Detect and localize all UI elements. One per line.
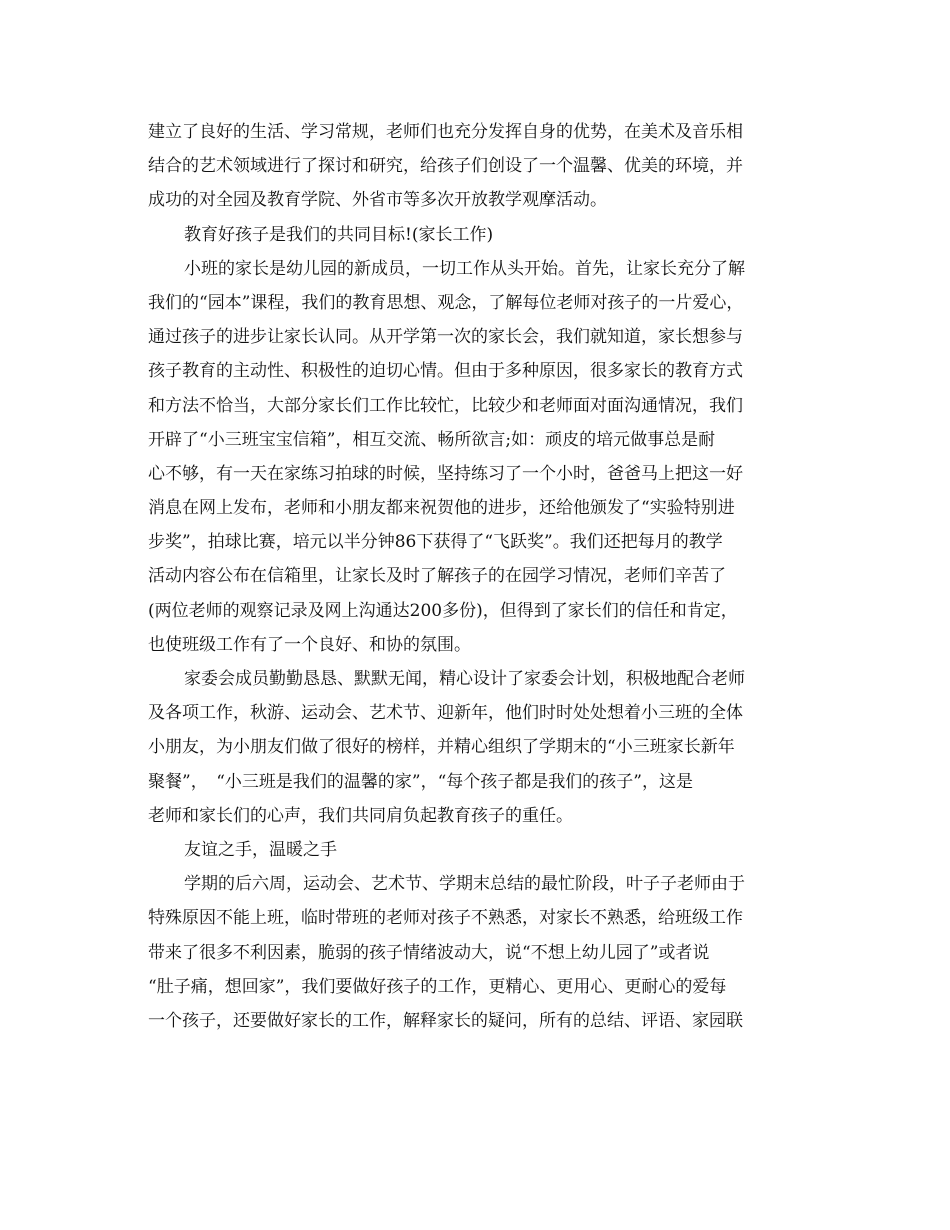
text-line: 结合的艺术领域进行了探讨和研究，给孩子们创设了一个温馨、优美的环境，并 [148, 156, 743, 177]
text-line: 聚餐”， “小三班是我们的温馨的家”，“每个孩子都是我们的孩子”，这是 [148, 771, 693, 792]
document-body [148, 115, 808, 1038]
text-line: 消息在网上发布，老师和小朋友都来祝贺他的进步，还给他颁发了“实验特别进 [148, 498, 735, 519]
text-line: 也使班级工作有了一个良好、和协的氛围。 [148, 634, 471, 655]
text-line: 建立了良好的生活、学习常规，老师们也充分发挥自身的优势，在美术及音乐相 [148, 122, 743, 142]
text-line: 孩子教育的主动性、积极性的迫切心情。但由于多种原因，很多家长的教育方式 [148, 361, 743, 382]
text-line: 通过孩子的进步让家长认同。从开学第一次的家长会，我们就知道，家长想参与 [148, 327, 743, 348]
text-line: 小班的家长是幼儿园的新成员，一切工作从头开始。首先，让家长充分了解 [184, 258, 745, 279]
text-line: 我们的“园本”课程，我们的教育思想、观念，了解每位老师对孩子的一片爱心， [148, 292, 744, 313]
text-line: (两位老师的观察记录及网上沟通达200多份)，但得到了家长们的信任和肯定， [148, 600, 738, 621]
text-line: 特殊原因不能上班，临时带班的老师对孩子不熟悉，对家长不熟悉，给班级工作 [148, 908, 743, 929]
text-line: 成功的对全园及教育学院、外省市等多次开放教学观摩活动。 [148, 190, 607, 211]
text-line: 友谊之手，温暖之手 [184, 839, 337, 860]
text-line: 带来了很多不利因素，脆弱的孩子情绪波动大，说“不想上幼儿园了”或者说 [148, 942, 710, 963]
text-line: 教育好孩子是我们的共同目标!(家长工作) [184, 224, 494, 245]
text-line: 和方法不恰当，大部分家长们工作比较忙，比较少和老师面对面沟通情况，我们 [148, 395, 743, 416]
text-line: 开辟了“小三班宝宝信箱”，相互交流、畅所欲言;如：顽皮的培元做事总是耐 [148, 429, 716, 450]
text-line: 家委会成员勤勤恳恳、默默无闻，精心设计了家委会计划，积极地配合老师 [184, 669, 745, 689]
text-line: 一个孩子，还要做好家长的工作，解释家长的疑问，所有的总结、评语、家园联 [148, 1010, 743, 1031]
text-line: 步奖”，拍球比赛，培元以半分钟86下获得了“飞跃奖”。我们还把每月的教学 [148, 532, 723, 553]
text-line: 老师和家长们的心声，我们共同肩负起教育孩子的重任。 [148, 805, 573, 826]
text-line: 小朋友，为小朋友们做了很好的榜样，并精心组织了学期末的“小三班家长新年 [148, 737, 735, 758]
text-line: “肚子痛，想回家”，我们要做好孩子的工作，更精心、更用心、更耐心的爱每 [148, 976, 727, 997]
text-line: 活动内容公布在信箱里，让家长及时了解孩子的在园学习情况，老师们辛苦了 [148, 566, 726, 587]
text-line: 及各项工作，秋游、运动会、艺术节、迎新年，他们时时处处想着小三班的全体 [148, 703, 743, 724]
text-line: 心不够，有一天在家练习拍球的时候，坚持练习了一个小时，爸爸马上把这一好 [148, 463, 743, 484]
text-line: 学期的后六周，运动会、艺术节、学期末总结的最忙阶段，叶子子老师由于 [184, 874, 745, 895]
